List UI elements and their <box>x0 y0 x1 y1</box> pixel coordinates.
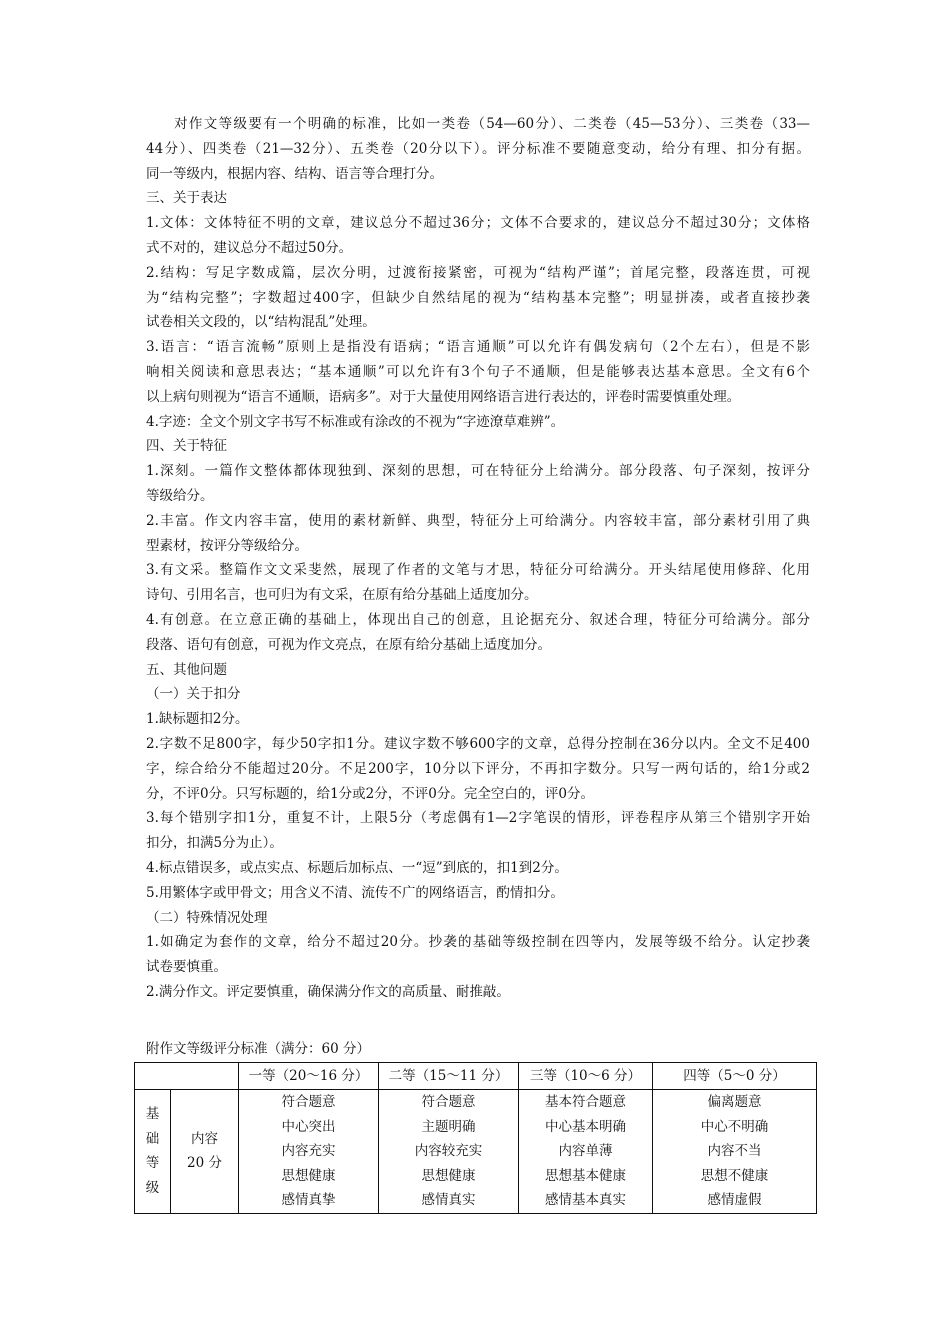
text-line: 试卷要慎重。 <box>146 959 227 976</box>
criterion: 内容充实 <box>281 1143 336 1160</box>
text-line: 分，不评0分。只写标题的，给1分或2分，不评0分。完全空白的，评0分。 <box>146 785 594 802</box>
paragraph <box>146 434 810 459</box>
criterion: 符合题意 <box>421 1094 476 1110</box>
criterion: 内容较充实 <box>414 1143 483 1160</box>
paragraph <box>146 335 810 409</box>
text-line: 4.标点错误多，或点实点、标题后加标点、一“逗”到底的，扣1到2分。 <box>146 859 568 876</box>
paragraph <box>146 410 810 435</box>
text-line: 五、其他问题 <box>146 661 227 678</box>
text-line: 等级给分。 <box>146 487 214 504</box>
criterion: 感情虚假 <box>707 1192 762 1209</box>
criterion: 符合题意 <box>281 1094 336 1110</box>
text-line: 诗句、引用名言，也可归为有文采，在原有给分基础上适度加分。 <box>146 587 538 604</box>
text-line: 1.深刻。一篇作文整体都体现独到、深刻的思想，可在特征分上给满分。部分段落、句子深刻，按评分 <box>146 463 810 480</box>
text-line: 扣分，扣满5分为止）。 <box>146 835 283 852</box>
paragraph <box>146 980 810 1005</box>
text-line: 为“结构完整”；字数超过400字，但缺少自然结尾的视为“结构基本完整”；明显拼凑，或者直接抄袭 <box>146 289 810 306</box>
header-grade-4: 四等（5～0 分） <box>653 1063 817 1090</box>
text-line: 3.语言：“语言流畅”原则上是指没有语病；“语言通顺”可以允许有偶发病句（2个左右），但是不影 <box>146 339 810 356</box>
paragraph <box>146 558 810 608</box>
paragraph <box>146 906 810 931</box>
criterion: 中心突出 <box>281 1118 336 1135</box>
header-grade-1: 一等（20～16 分） <box>239 1063 379 1090</box>
paragraph <box>146 930 810 980</box>
text-line: 对作文等级要有一个明确的标准，比如一类卷（54—60分）、二类卷（45—53分）、三类卷（33— <box>174 116 810 132</box>
header-grade-2: 二等（15～11 分） <box>379 1063 519 1090</box>
criterion: 感情基本真实 <box>545 1192 626 1209</box>
text-line: 响相关阅读和意思表达；“基本通顺”可以允许有3个句子不通顺，但是能够表达基本意思。全文有6个 <box>146 363 810 380</box>
paragraph <box>146 211 810 261</box>
group-label-char: 级 <box>145 1180 160 1197</box>
paragraph <box>146 881 810 906</box>
paragraph <box>146 459 810 509</box>
text-line: 试卷相关文段的，以“结构混乱”处理。 <box>146 314 376 331</box>
text-line: 2.满分作文。评定要慎重，确保满分作文的高质量、耐推敲。 <box>146 983 510 1000</box>
criterion: 基本符合题意 <box>545 1094 626 1110</box>
criterion: 思想基本健康 <box>545 1167 626 1184</box>
paragraph <box>146 732 810 806</box>
paragraph <box>146 658 810 683</box>
text-line: 1.文体：文体特征不明的文章，建议总分不超过36分；文体不合要求的，建议总分不超过30分；文体格 <box>146 215 810 232</box>
text-line: 4.字迹：全文个别文字书写不标准或有涂改的不视为“字迹潦草难辨”。 <box>146 413 565 430</box>
text-line: 2.丰富。作文内容丰富，使用的素材新鲜、典型，特征分上可给满分。内容较丰富，部分素材引用了典 <box>146 512 810 529</box>
text-line: 段落、语句有创意，可视为作文亮点，在原有给分基础上适度加分。 <box>146 636 551 653</box>
paragraph <box>146 112 810 186</box>
criterion: 感情真挚 <box>281 1192 336 1209</box>
text-line: 1.如确定为套作的文章，给分不超过20分。抄袭的基础等级控制在四等内，发展等级不给分。认定抄袭 <box>146 934 810 951</box>
criterion: 主题明确 <box>421 1118 476 1135</box>
text-line: 5.用繁体字或甲骨文；用含义不清、流传不广的网络语言，酌情扣分。 <box>146 884 564 901</box>
header-empty-cell <box>135 1063 239 1090</box>
header-grade-3: 三等（10～6 分） <box>519 1063 653 1090</box>
table-row-content <box>135 1090 817 1214</box>
grade-4-criteria <box>653 1090 817 1214</box>
criterion: 思想健康 <box>281 1167 336 1184</box>
criterion: 偏离题意 <box>707 1094 762 1110</box>
criterion: 内容单薄 <box>558 1143 613 1160</box>
row-label-cell <box>171 1090 239 1214</box>
paragraph <box>146 856 810 881</box>
text-line: 3.有文采。整篇作文文采斐然，展现了作者的文笔与才思，特征分可给满分。开头结尾使用修辞、化用 <box>146 562 810 579</box>
text-line: 字，综合给分不能超过20分。不足200字，10分以下评分，不再扣字数分。只写一两句话的，给1分或2 <box>146 760 810 777</box>
paragraph <box>146 186 810 211</box>
criterion: 中心不明确 <box>700 1118 769 1135</box>
text-line: 2.结构：写足字数成篇，层次分明，过渡衔接紧密，可视为“结构严谨”；首尾完整，段落连贯，可视 <box>146 264 810 281</box>
criterion: 思想不健康 <box>700 1167 769 1184</box>
grading-table <box>134 1062 817 1214</box>
group-label-cell <box>135 1090 171 1214</box>
text-line: 2.字数不足800字，每少50字扣1分。建议字数不够600字的文章，总得分控制在36分以内。全文不足400 <box>146 735 810 752</box>
group-label-char: 基 <box>145 1106 160 1123</box>
paragraph <box>146 608 810 658</box>
text-line: （二）特殊情况处理 <box>146 909 268 926</box>
paragraph <box>146 806 810 856</box>
row-label-title: 内容 <box>191 1131 218 1148</box>
paragraph <box>146 509 810 559</box>
text-line: 3.每个错别字扣1分，重复不计，上限5分（考虑偶有1—2字笔误的情形，评卷程序从第三个错别字开始 <box>146 810 810 827</box>
text-line: 4.有创意。在立意正确的基础上，体现出自己的创意，且论据充分、叙述合理，特征分可给满分。部分 <box>146 611 810 628</box>
paragraph <box>146 261 810 335</box>
criterion: 中心基本明确 <box>545 1118 626 1135</box>
paragraph <box>146 707 810 732</box>
text-line: 式不对的，建议总分不超过50分。 <box>146 239 353 256</box>
criterion: 内容不当 <box>707 1143 762 1160</box>
text-line: 1.缺标题扣2分。 <box>146 711 249 728</box>
text-line: 型素材，按评分等级给分。 <box>146 537 308 554</box>
text-line: 同一等级内，根据内容、结构、语言等合理打分。 <box>146 165 443 182</box>
group-label-char: 等 <box>145 1155 160 1172</box>
text-line: （一）关于扣分 <box>146 686 241 703</box>
text-line: 44分）、四类卷（21—32分）、五类卷（20分以下）。评分标准不要随意变动，给分有理、扣分有据。 <box>146 140 810 157</box>
text-line: 四、关于特征 <box>146 438 227 455</box>
paragraph <box>146 682 810 707</box>
grade-3-criteria <box>519 1090 653 1214</box>
criterion: 思想健康 <box>421 1167 476 1184</box>
body-text <box>146 112 810 1005</box>
text-line: 三、关于表达 <box>146 190 227 207</box>
text-line: 以上病句则视为“语言不通顺，语病多”。对于大量使用网络语言进行表达的，评卷时需要慎重处理。 <box>146 388 741 405</box>
group-label-char: 础 <box>145 1130 160 1147</box>
criterion: 感情真实 <box>421 1192 476 1209</box>
row-label-score: 20 分 <box>187 1155 222 1172</box>
grade-1-criteria <box>239 1090 379 1214</box>
grade-2-criteria <box>379 1090 519 1214</box>
table-header-row <box>135 1063 817 1090</box>
table-caption: 附作文等级评分标准（满分：60 分） <box>146 1041 370 1057</box>
